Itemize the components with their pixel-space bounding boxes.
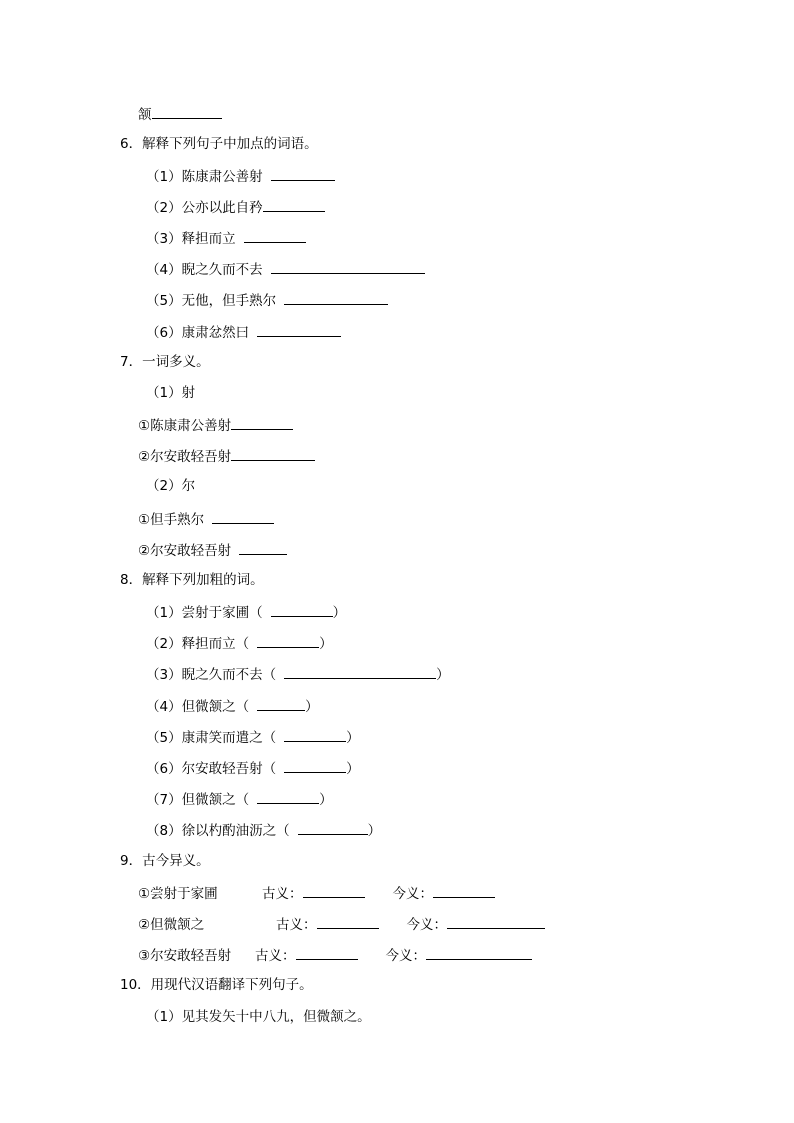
answer-blank[interactable] — [257, 633, 319, 648]
q9-item-2: ②但微颔之 古义： 今义： — [138, 914, 545, 934]
q6-item-1: （1）陈康肃公善射 — [146, 166, 335, 186]
ancient-meaning-blank[interactable] — [296, 945, 358, 960]
modern-meaning-blank[interactable] — [426, 945, 532, 960]
question-6-title: 6．解释下列句子中加点的词语。 — [120, 136, 318, 152]
q6-item-2: （2）公亦以此自矜 — [146, 197, 325, 217]
q6-item-5: （5）无他，但手熟尔 — [146, 290, 388, 310]
q8-item-8: （8）徐以杓酌油沥之（ ） — [146, 820, 381, 840]
answer-blank[interactable] — [271, 602, 333, 617]
question-8-title: 8．解释下列加粗的词。 — [120, 572, 264, 588]
answer-blank[interactable] — [284, 664, 436, 679]
answer-blank[interactable] — [231, 446, 315, 461]
q10-item-1: （1）见其发矢十中八九，但微颔之。 — [146, 1009, 371, 1025]
modern-meaning-blank[interactable] — [433, 883, 495, 898]
q7-item-1-1: ①陈康肃公善射 — [138, 415, 293, 435]
question-10-title: 10．用现代汉语翻译下列句子。 — [120, 977, 313, 993]
answer-blank[interactable] — [284, 758, 346, 773]
answer-blank[interactable] — [244, 228, 306, 243]
answer-blank[interactable] — [271, 166, 335, 181]
q9-item-1: ①尝射于家圃 古义： 今义： — [138, 883, 495, 903]
question-7-title: 7．一词多义。 — [120, 354, 210, 370]
answer-blank[interactable] — [239, 540, 287, 555]
q9-item-3: ③尔安敢轻吾射 古义： 今义： — [138, 945, 532, 965]
answer-blank[interactable] — [257, 789, 319, 804]
answer-blank[interactable] — [263, 197, 325, 212]
q7-subheading-1: （1）射 — [146, 385, 196, 401]
q6-item-3: （3）释担而立 — [146, 228, 306, 248]
q8-item-5: （5）康肃笑而遣之（ ） — [146, 727, 360, 747]
answer-blank[interactable] — [152, 104, 222, 119]
q6-item-6: （6）康肃忿然曰 — [146, 322, 341, 342]
q8-item-4: （4）但微颔之（ ） — [146, 696, 319, 716]
answer-blank[interactable] — [284, 727, 346, 742]
answer-blank[interactable] — [298, 820, 368, 835]
q8-item-6: （6）尔安敢轻吾射（ ） — [146, 758, 360, 778]
question-9-title: 9．古今异义。 — [120, 853, 210, 869]
q7-item-2-2: ②尔安敢轻吾射 — [138, 540, 287, 560]
q8-item-7: （7）但微颔之（ ） — [146, 789, 333, 809]
q6-item-4: （4）睨之久而不去 — [146, 259, 425, 279]
answer-line: 颔 — [138, 104, 222, 124]
ancient-meaning-blank[interactable] — [303, 883, 365, 898]
q8-item-3: （3）睨之久而不去（ ） — [146, 664, 450, 684]
answer-blank[interactable] — [284, 290, 388, 305]
q7-item-1-2: ②尔安敢轻吾射 — [138, 446, 315, 466]
answer-blank[interactable] — [231, 415, 293, 430]
answer-blank[interactable] — [257, 696, 305, 711]
answer-blank[interactable] — [271, 259, 425, 274]
q8-item-2: （2）释担而立（ ） — [146, 633, 333, 653]
ancient-meaning-blank[interactable] — [317, 914, 379, 929]
modern-meaning-blank[interactable] — [447, 914, 545, 929]
answer-blank[interactable] — [212, 509, 274, 524]
answer-blank[interactable] — [257, 322, 341, 337]
q7-subheading-2: （2）尔 — [146, 478, 196, 494]
q7-item-2-1: ①但手熟尔 — [138, 509, 274, 529]
q8-item-1: （1）尝射于家圃（ ） — [146, 602, 346, 622]
